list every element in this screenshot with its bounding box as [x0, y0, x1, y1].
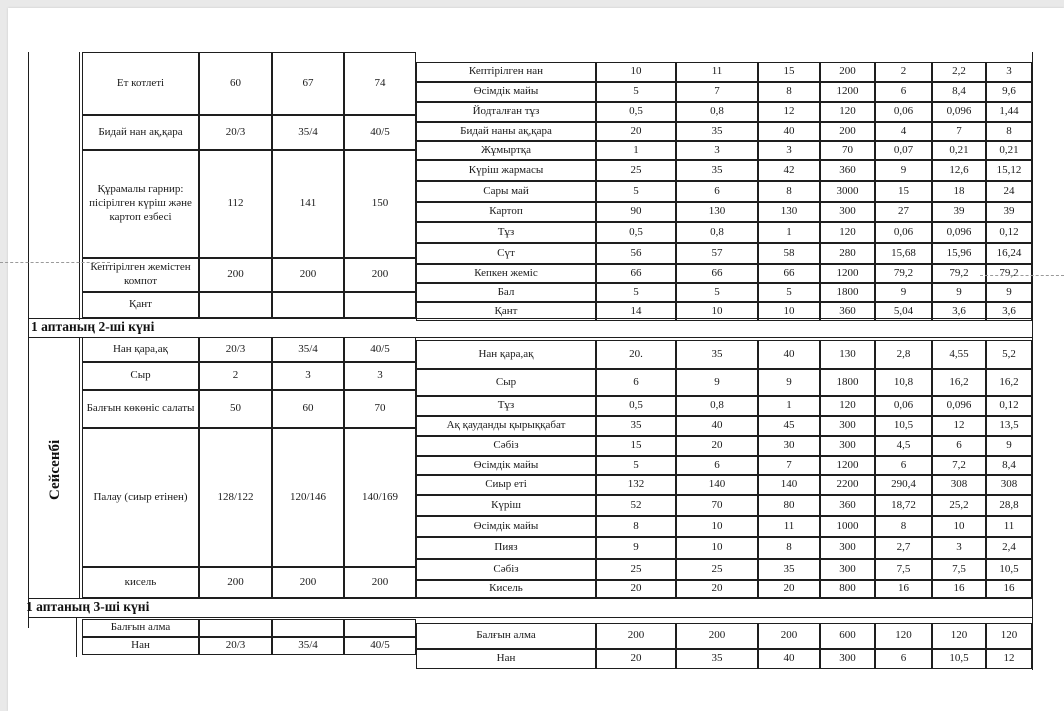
- ingredient-value: 6: [875, 456, 932, 475]
- ingredient-name: Йодталған тұз: [416, 102, 596, 122]
- ingredient-value: 15: [596, 436, 676, 456]
- ingredient-value: 140: [676, 475, 758, 495]
- ingredient-value: 15: [875, 181, 932, 202]
- dish-name: Құрамалы гарнир: пісірілген күріш және картоп езбесі: [82, 150, 199, 258]
- table-rule: [79, 337, 80, 599]
- dish-portion: 112: [199, 150, 272, 258]
- ingredient-value: 28,8: [986, 495, 1032, 516]
- ingredient-value: 200: [758, 623, 820, 649]
- ingredient-value: 2,4: [986, 537, 1032, 559]
- ingredient-value: 79,2: [932, 264, 986, 283]
- dish-portion: 20/3: [199, 637, 272, 655]
- ingredient-value: 8: [758, 181, 820, 202]
- ingredient-value: 130: [820, 340, 875, 369]
- dish-portion: 50: [199, 390, 272, 428]
- ingredient-value: 35: [596, 416, 676, 436]
- dish-portion: 74: [344, 52, 416, 115]
- ingredient-name: Өсімдік майы: [416, 516, 596, 537]
- ingredient-name: Сары май: [416, 181, 596, 202]
- dish-portion: 150: [344, 150, 416, 258]
- ingredient-value: 10: [676, 302, 758, 321]
- ingredient-value: 40: [758, 340, 820, 369]
- ingredient-name: Жұмыртқа: [416, 141, 596, 160]
- ingredient-value: 0,5: [596, 102, 676, 122]
- table-rule: [28, 617, 1032, 618]
- ingredient-value: 8: [596, 516, 676, 537]
- day-3-heading: 1 аптаның 3-ші күні: [26, 599, 150, 614]
- ingredient-name: Картоп: [416, 202, 596, 222]
- dish-name: кисель: [82, 567, 199, 598]
- ingredient-name: Сиыр еті: [416, 475, 596, 495]
- dish-name: Балғын көкөніс салаты: [82, 390, 199, 428]
- ingredient-value: 1000: [820, 516, 875, 537]
- dish-portion: 200: [272, 567, 344, 598]
- dish-portion: 140/169: [344, 428, 416, 567]
- ingredient-value: 6: [875, 82, 932, 102]
- ingredient-value: 7: [676, 82, 758, 102]
- ingredient-value: 16: [986, 580, 1032, 598]
- ingredient-name: Кепкен жеміс: [416, 264, 596, 283]
- ingredient-value: 20: [676, 436, 758, 456]
- ingredient-value: 35: [676, 649, 758, 669]
- ingredient-value: 0,12: [986, 396, 1032, 416]
- ingredient-value: 0,12: [986, 222, 1032, 243]
- ingredient-value: 10: [758, 302, 820, 321]
- ingredient-value: 8: [758, 537, 820, 559]
- dish-name: Балғын алма: [82, 619, 199, 637]
- ingredient-value: 1200: [820, 264, 875, 283]
- ingredient-value: 130: [676, 202, 758, 222]
- ingredient-value: 7: [758, 456, 820, 475]
- ingredient-value: 0,8: [676, 396, 758, 416]
- ingredient-value: 300: [820, 202, 875, 222]
- ingredient-value: 35: [676, 122, 758, 141]
- ingredient-value: 3: [932, 537, 986, 559]
- ingredient-value: 10,8: [875, 369, 932, 396]
- ingredient-name: Күріш: [416, 495, 596, 516]
- ingredient-value: 8: [986, 122, 1032, 141]
- ingredient-value: 6: [596, 369, 676, 396]
- ingredient-value: 300: [820, 537, 875, 559]
- ingredient-value: 120: [820, 102, 875, 122]
- ingredient-value: 200: [676, 623, 758, 649]
- ingredient-name: Бал: [416, 283, 596, 302]
- ingredient-value: 4,5: [875, 436, 932, 456]
- dish-portion: 35/4: [272, 637, 344, 655]
- ingredient-value: 15: [758, 62, 820, 82]
- dish-portion: 67: [272, 52, 344, 115]
- dish-name: Палау (сиыр етінен): [82, 428, 199, 567]
- ingredient-value: 8: [875, 516, 932, 537]
- dish-portion: [344, 292, 416, 318]
- ingredient-value: 9: [986, 436, 1032, 456]
- ingredient-value: 1,44: [986, 102, 1032, 122]
- ingredient-value: 16,24: [986, 243, 1032, 264]
- ingredient-value: 24: [986, 181, 1032, 202]
- ingredient-value: 0,07: [875, 141, 932, 160]
- ingredient-value: 9: [875, 160, 932, 181]
- scan-fold-line: [0, 262, 110, 263]
- ingredient-value: 11: [986, 516, 1032, 537]
- ingredient-value: 66: [596, 264, 676, 283]
- ingredient-value: 5,2: [986, 340, 1032, 369]
- ingredient-value: 3,6: [932, 302, 986, 321]
- ingredient-value: 6: [875, 649, 932, 669]
- ingredient-value: 9: [596, 537, 676, 559]
- ingredient-value: 1800: [820, 369, 875, 396]
- ingredient-value: 25: [596, 559, 676, 580]
- dish-name: Кептірілген жемістен компот: [82, 258, 199, 292]
- ingredient-value: 300: [820, 436, 875, 456]
- ingredient-value: 0,5: [596, 396, 676, 416]
- ingredient-value: 2: [875, 62, 932, 82]
- ingredient-value: 200: [820, 62, 875, 82]
- ingredient-value: 9: [986, 283, 1032, 302]
- ingredient-value: 1: [758, 222, 820, 243]
- ingredient-value: 1200: [820, 82, 875, 102]
- ingredient-value: 15,68: [875, 243, 932, 264]
- table-rule: [79, 52, 80, 320]
- ingredient-value: 3000: [820, 181, 875, 202]
- ingredient-value: 11: [676, 62, 758, 82]
- ingredient-value: 120: [986, 623, 1032, 649]
- ingredient-value: 3: [676, 141, 758, 160]
- ingredient-value: 4,55: [932, 340, 986, 369]
- ingredient-value: 140: [758, 475, 820, 495]
- ingredient-value: 290,4: [875, 475, 932, 495]
- ingredient-value: 20: [758, 580, 820, 598]
- dish-portion: 70: [344, 390, 416, 428]
- ingredient-value: 3: [758, 141, 820, 160]
- ingredient-value: 70: [676, 495, 758, 516]
- dish-portion: 200: [344, 258, 416, 292]
- ingredient-value: 6: [676, 456, 758, 475]
- ingredient-value: 39: [986, 202, 1032, 222]
- ingredient-name: Өсімдік майы: [416, 82, 596, 102]
- ingredient-value: 5: [596, 181, 676, 202]
- dish-portion: 40/5: [344, 337, 416, 362]
- weekday-label: Сейсенбі: [47, 439, 63, 500]
- ingredient-name: Сәбіз: [416, 436, 596, 456]
- dish-portion: 200: [199, 258, 272, 292]
- ingredient-value: 35: [676, 340, 758, 369]
- ingredient-value: 300: [820, 416, 875, 436]
- ingredient-value: 0,21: [986, 141, 1032, 160]
- dish-portion: 200: [272, 258, 344, 292]
- dish-portion: 60: [199, 52, 272, 115]
- ingredient-value: 12: [758, 102, 820, 122]
- ingredient-value: 7,2: [932, 456, 986, 475]
- ingredient-name: Нан қара,ақ: [416, 340, 596, 369]
- ingredient-value: 6: [676, 181, 758, 202]
- ingredient-value: 20: [676, 580, 758, 598]
- ingredient-value: 10: [676, 537, 758, 559]
- ingredient-value: 9: [758, 369, 820, 396]
- ingredient-value: 120: [820, 396, 875, 416]
- ingredient-value: 9: [875, 283, 932, 302]
- ingredient-value: 2,7: [875, 537, 932, 559]
- ingredient-value: 7,5: [875, 559, 932, 580]
- ingredient-value: 300: [820, 649, 875, 669]
- ingredient-value: 14: [596, 302, 676, 321]
- ingredient-value: 8,4: [986, 456, 1032, 475]
- dish-portion: 40/5: [344, 637, 416, 655]
- ingredient-value: 40: [676, 416, 758, 436]
- dish-portion: 60: [272, 390, 344, 428]
- ingredient-value: 20: [596, 580, 676, 598]
- ingredient-value: 80: [758, 495, 820, 516]
- ingredient-name: Бидай наны ақ,қара: [416, 122, 596, 141]
- ingredient-value: 5: [596, 283, 676, 302]
- dish-name: Нан: [82, 637, 199, 655]
- ingredient-value: 35: [758, 559, 820, 580]
- ingredient-value: 12: [932, 416, 986, 436]
- ingredient-value: 15,12: [986, 160, 1032, 181]
- dish-name: Нан қара,ақ: [82, 337, 199, 362]
- dish-portion: 35/4: [272, 337, 344, 362]
- dish-portion: 35/4: [272, 115, 344, 150]
- ingredient-value: 5: [676, 283, 758, 302]
- dish-portion: 40/5: [344, 115, 416, 150]
- ingredient-value: 0,06: [875, 102, 932, 122]
- ingredient-value: 25,2: [932, 495, 986, 516]
- ingredient-name: Қант: [416, 302, 596, 321]
- ingredient-value: 16,2: [932, 369, 986, 396]
- ingredient-value: 15,96: [932, 243, 986, 264]
- ingredient-value: 2,2: [932, 62, 986, 82]
- ingredient-value: 200: [820, 122, 875, 141]
- ingredient-value: 25: [676, 559, 758, 580]
- ingredient-value: 1200: [820, 456, 875, 475]
- ingredient-name: Кептірілген нан: [416, 62, 596, 82]
- ingredient-value: 0,8: [676, 222, 758, 243]
- dish-portion: [272, 292, 344, 318]
- ingredient-name: Балғын алма: [416, 623, 596, 649]
- ingredient-value: 9: [932, 283, 986, 302]
- ingredient-value: 130: [758, 202, 820, 222]
- dish-portion: 128/122: [199, 428, 272, 567]
- ingredient-value: 308: [932, 475, 986, 495]
- ingredient-value: 132: [596, 475, 676, 495]
- ingredient-value: 10,5: [932, 649, 986, 669]
- dish-name: Ет котлеті: [82, 52, 199, 115]
- day-2-heading: 1 аптаның 2-ші күні: [31, 319, 155, 334]
- ingredient-value: 200: [596, 623, 676, 649]
- ingredient-value: 12,6: [932, 160, 986, 181]
- ingredient-value: 10: [596, 62, 676, 82]
- ingredient-value: 3: [986, 62, 1032, 82]
- ingredient-value: 40: [758, 649, 820, 669]
- scan-fold-line: [980, 275, 1064, 276]
- ingredient-value: 57: [676, 243, 758, 264]
- ingredient-value: 1: [596, 141, 676, 160]
- dish-portion: 120/146: [272, 428, 344, 567]
- ingredient-value: 9,6: [986, 82, 1032, 102]
- ingredient-value: 5: [758, 283, 820, 302]
- ingredient-value: 2200: [820, 475, 875, 495]
- ingredient-value: 0,096: [932, 396, 986, 416]
- ingredient-value: 4: [875, 122, 932, 141]
- ingredient-value: 120: [932, 623, 986, 649]
- dish-portion: 141: [272, 150, 344, 258]
- ingredient-value: 308: [986, 475, 1032, 495]
- dish-portion: 3: [272, 362, 344, 390]
- ingredient-value: 6: [932, 436, 986, 456]
- table-rule: [28, 52, 29, 628]
- ingredient-value: 0,8: [676, 102, 758, 122]
- ingredient-value: 3,6: [986, 302, 1032, 321]
- ingredient-name: Сүт: [416, 243, 596, 264]
- table-rule: [76, 617, 77, 657]
- ingredient-name: Ақ қауданды қырыққабат: [416, 416, 596, 436]
- ingredient-value: 7: [932, 122, 986, 141]
- ingredient-value: 120: [875, 623, 932, 649]
- ingredient-value: 79,2: [986, 264, 1032, 283]
- ingredient-value: 1: [758, 396, 820, 416]
- ingredient-value: 20: [596, 122, 676, 141]
- ingredient-value: 16: [932, 580, 986, 598]
- ingredient-name: Пияз: [416, 537, 596, 559]
- ingredient-value: 45: [758, 416, 820, 436]
- dish-portion: 2: [199, 362, 272, 390]
- ingredient-value: 66: [758, 264, 820, 283]
- dish-portion: 3: [344, 362, 416, 390]
- ingredient-value: 280: [820, 243, 875, 264]
- ingredient-value: 18: [932, 181, 986, 202]
- dish-name: Сыр: [82, 362, 199, 390]
- ingredient-value: 10,5: [986, 559, 1032, 580]
- ingredient-value: 25: [596, 160, 676, 181]
- ingredient-value: 10: [932, 516, 986, 537]
- ingredient-value: 66: [676, 264, 758, 283]
- ingredient-value: 8: [758, 82, 820, 102]
- ingredient-value: 0,096: [932, 222, 986, 243]
- ingredient-value: 16,2: [986, 369, 1032, 396]
- dish-name: Бидай нан ақ,қара: [82, 115, 199, 150]
- ingredient-value: 16: [875, 580, 932, 598]
- ingredient-value: 0,06: [875, 222, 932, 243]
- ingredient-value: 7,5: [932, 559, 986, 580]
- ingredient-name: Сыр: [416, 369, 596, 396]
- ingredient-value: 9: [676, 369, 758, 396]
- ingredient-value: 360: [820, 160, 875, 181]
- ingredient-value: 42: [758, 160, 820, 181]
- ingredient-value: 0,096: [932, 102, 986, 122]
- ingredient-value: 40: [758, 122, 820, 141]
- ingredient-value: 360: [820, 495, 875, 516]
- ingredient-value: 70: [820, 141, 875, 160]
- ingredient-value: 120: [820, 222, 875, 243]
- ingredient-value: 10: [676, 516, 758, 537]
- ingredient-value: 52: [596, 495, 676, 516]
- ingredient-name: Тұз: [416, 222, 596, 243]
- ingredient-value: 10,5: [875, 416, 932, 436]
- ingredient-value: 56: [596, 243, 676, 264]
- ingredient-value: 18,72: [875, 495, 932, 516]
- ingredient-value: 600: [820, 623, 875, 649]
- ingredient-value: 5: [596, 456, 676, 475]
- ingredient-value: 0,21: [932, 141, 986, 160]
- ingredient-value: 12: [986, 649, 1032, 669]
- dish-portion: 200: [199, 567, 272, 598]
- ingredient-value: 11: [758, 516, 820, 537]
- ingredient-value: 90: [596, 202, 676, 222]
- ingredient-value: 0,06: [875, 396, 932, 416]
- ingredient-name: Кисель: [416, 580, 596, 598]
- ingredient-value: 5,04: [875, 302, 932, 321]
- dish-portion: [199, 292, 272, 318]
- dish-portion: [344, 619, 416, 637]
- table-rule: [28, 598, 1032, 599]
- ingredient-value: 30: [758, 436, 820, 456]
- ingredient-value: 79,2: [875, 264, 932, 283]
- dish-portion: 20/3: [199, 337, 272, 362]
- ingredient-value: 58: [758, 243, 820, 264]
- dish-portion: [199, 619, 272, 637]
- ingredient-value: 35: [676, 160, 758, 181]
- ingredient-value: 39: [932, 202, 986, 222]
- dish-name: Қант: [82, 292, 199, 318]
- dish-portion: 200: [344, 567, 416, 598]
- ingredient-name: Өсімдік майы: [416, 456, 596, 475]
- ingredient-value: 300: [820, 559, 875, 580]
- ingredient-value: 27: [875, 202, 932, 222]
- dish-portion: [272, 619, 344, 637]
- dish-portion: 20/3: [199, 115, 272, 150]
- ingredient-value: 20: [596, 649, 676, 669]
- ingredient-value: 5: [596, 82, 676, 102]
- ingredient-value: 20.: [596, 340, 676, 369]
- ingredient-value: 8,4: [932, 82, 986, 102]
- ingredient-value: 800: [820, 580, 875, 598]
- ingredient-value: 2,8: [875, 340, 932, 369]
- ingredient-value: 13,5: [986, 416, 1032, 436]
- ingredient-value: 1800: [820, 283, 875, 302]
- table-rule: [1032, 52, 1033, 670]
- ingredient-name: Тұз: [416, 396, 596, 416]
- ingredient-value: 0,5: [596, 222, 676, 243]
- ingredient-name: Нан: [416, 649, 596, 669]
- ingredient-value: 360: [820, 302, 875, 321]
- ingredient-name: Сәбіз: [416, 559, 596, 580]
- ingredient-name: Күріш жармасы: [416, 160, 596, 181]
